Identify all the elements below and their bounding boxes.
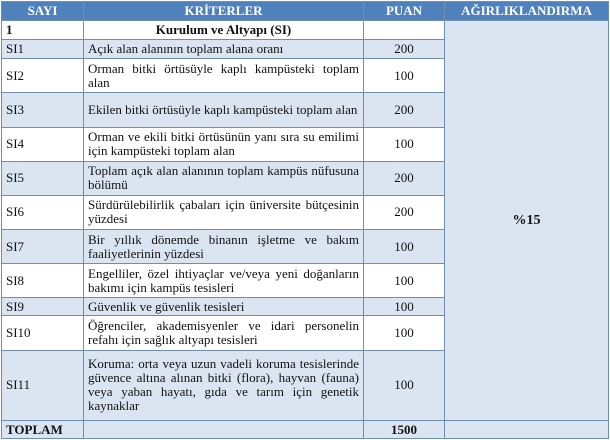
criterion-points: 100 <box>364 59 445 93</box>
header-points: PUAN <box>364 2 445 21</box>
criterion-id: SI11 <box>2 350 84 420</box>
criterion-text: Orman bitki örtüsüyle kaplı kampüsteki toplam alan <box>84 59 364 93</box>
header-no: SAYI <box>2 2 84 21</box>
criterion-id: SI4 <box>2 127 84 161</box>
criterion-text: Engelliler, özel ihtiyaçlar ve/veya yeni doğanların bakımı için kampüs tesisleri <box>84 264 364 298</box>
criterion-text: Koruma: orta veya uzun vadeli koruma tesislerinde güvence altına alınan bitki (flora), hayvan (fauna) veya yaban hayatı, gıda ve tarım için genetik kaynaklar <box>84 350 364 420</box>
criterion-id: SI2 <box>2 59 84 93</box>
total-label: TOPLAM <box>2 421 84 439</box>
criterion-text: Bir yıllık dönemde binanın işletme ve bakım faaliyetlerinin yüzdesi <box>84 229 364 263</box>
criterion-id: SI7 <box>2 229 84 263</box>
criterion-points: 100 <box>364 229 445 263</box>
criteria-table <box>1 1 609 439</box>
criterion-points: 100 <box>364 264 445 298</box>
criterion-id: SI1 <box>2 40 84 59</box>
criterion-points: 200 <box>364 161 445 195</box>
criterion-id: SI10 <box>2 316 84 350</box>
section-row <box>2 21 609 40</box>
criterion-points: 100 <box>364 127 445 161</box>
criterion-text: Güvenlik ve güvenlik tesisleri <box>84 298 364 316</box>
total-points: 1500 <box>364 421 445 439</box>
total-empty-cell <box>84 421 364 439</box>
header-weighting: AĞIRLIKLANDIRMA <box>445 2 609 21</box>
criterion-points: 200 <box>364 93 445 127</box>
criterion-text: Sürdürülebilirlik çabaları için üniversite bütçesinin yüzdesi <box>84 195 364 229</box>
criterion-text: Açık alan alanının toplam alana oranı <box>84 40 364 59</box>
table-header <box>2 2 609 21</box>
criterion-points: 200 <box>364 40 445 59</box>
criterion-text: Ekilen bitki örtüsüyle kaplı kampüsteki toplam alan <box>84 93 364 127</box>
criterion-id: SI8 <box>2 264 84 298</box>
header-criteria: KRİTERLER <box>84 2 364 21</box>
section-number: 1 <box>2 21 84 40</box>
criterion-text: Toplam açık alan alanının toplam kampüs nüfusuna bölümü <box>84 161 364 195</box>
total-weight-cell <box>445 421 609 439</box>
criterion-id: SI6 <box>2 195 84 229</box>
criterion-points: 100 <box>364 350 445 420</box>
criterion-points: 100 <box>364 298 445 316</box>
weight-value: %15 <box>445 21 609 421</box>
criterion-points: 200 <box>364 195 445 229</box>
section-points-cell <box>364 21 445 40</box>
table-footer <box>2 421 609 439</box>
criterion-text: Orman ve ekili bitki örtüsünün yanı sıra su emilimi için kampüsteki toplam alan <box>84 127 364 161</box>
criterion-text: Öğrenciler, akademisyenler ve idari personelin refahı için sağlık altyapı tesisleri <box>84 316 364 350</box>
criterion-points: 100 <box>364 316 445 350</box>
table-body <box>2 21 609 421</box>
criterion-id: SI9 <box>2 298 84 316</box>
criterion-id: SI5 <box>2 161 84 195</box>
criterion-id: SI3 <box>2 93 84 127</box>
section-title: Kurulum ve Altyapı (SI) <box>84 21 364 40</box>
